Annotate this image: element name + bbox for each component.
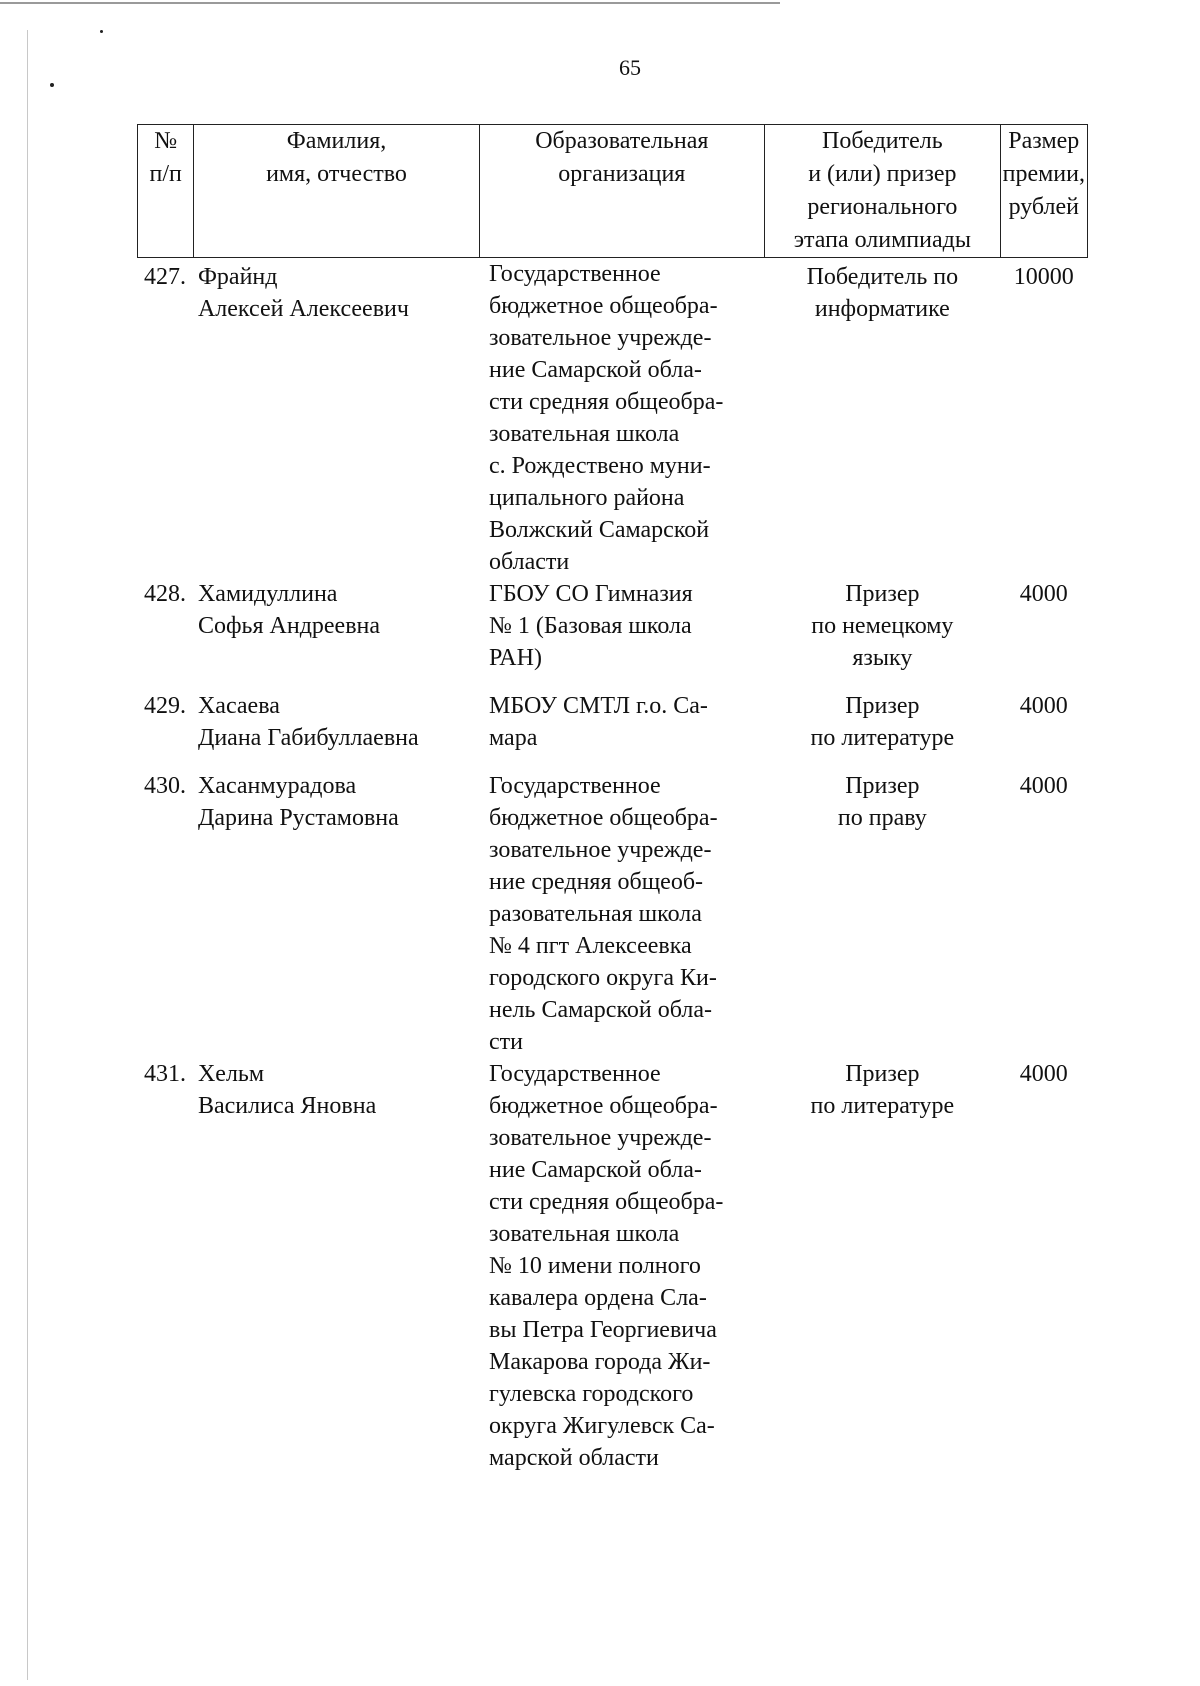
participant-name: Хамидуллина Софья Андреевна [197,581,381,639]
header-organization: Образовательная организация [479,125,765,258]
row-number: 428. [143,581,186,607]
header-number: № п/п [138,125,194,258]
prize-amount: 10000 [1013,264,1074,290]
table-row [138,258,1088,579]
prize-amount: 4000 [1019,773,1068,799]
row-number: 431. [143,1061,186,1087]
participant-name: Хельм Василиса Яновна [197,1061,377,1119]
table-row [138,770,1088,1058]
participant-name: Фрайнд Алексей Алексеевич [197,264,409,322]
organization-name: Государственное бюджетное общеобра- зовательное учрежде- ние Самарской обла- сти средняя общеобра- зовательная школа № 10 имени полного кавалера ордена Сла- вы Петра Георгиевича Макарова города Жи- гулевска городского округа Жигулевск Са- марской области [489,1061,724,1471]
olympiad-result: Победитель по информатике [806,264,959,322]
row-number: 430. [143,773,186,799]
participant-name: Хасанмурадова Дарина Рустамовна [197,773,399,831]
table-row [138,578,1088,690]
prize-amount: 4000 [1019,693,1068,719]
row-number: 427. [143,264,186,290]
olympiad-winners-table [137,124,1088,1474]
organization-name: ГБОУ СО Гимназия № 1 (Базовая школа РАН) [489,581,693,671]
olympiad-result: Призер по немецкому языку [811,581,954,671]
prize-amount: 4000 [1019,581,1068,607]
organization-name: Государственное бюджетное общеобра- зовательное учрежде- ние Самарской обла- сти средняя общеобра- зовательная школа с. Рождествено муни- ципального района Волжский Самарской области [489,261,724,575]
header-result: Победитель и (или) призер регионального этапа олимпиады [765,125,1001,258]
header-prize: Размер премии, рублей [1000,125,1087,258]
scan-edge-line [0,2,780,4]
olympiad-result: Призер по литературе [810,1061,955,1119]
scan-speck [100,30,103,33]
organization-name: Государственное бюджетное общеобра- зовательное учрежде- ние средняя общеоб- разовательная школа № 4 пгт Алексеевка городского округа Ки- нель Самарской обла- сти [489,773,718,1055]
table-row [138,1058,1088,1474]
row-number: 429. [143,693,186,719]
prize-amount: 4000 [1019,1061,1068,1087]
scan-speck [50,83,54,87]
olympiad-result: Призер по литературе [810,693,955,751]
table-body [138,258,1088,1475]
organization-name: МБОУ СМТЛ г.о. Са- мара [489,693,708,751]
participant-name: Хасаева Диана Габибуллаевна [197,693,419,751]
table-row [138,690,1088,770]
page-number: 65 [619,55,641,80]
table-header-row [138,125,1088,258]
scan-margin-line [27,30,28,1680]
olympiad-result: Призер по праву [837,773,927,831]
header-full-name: Фамилия, имя, отчество [194,125,479,258]
